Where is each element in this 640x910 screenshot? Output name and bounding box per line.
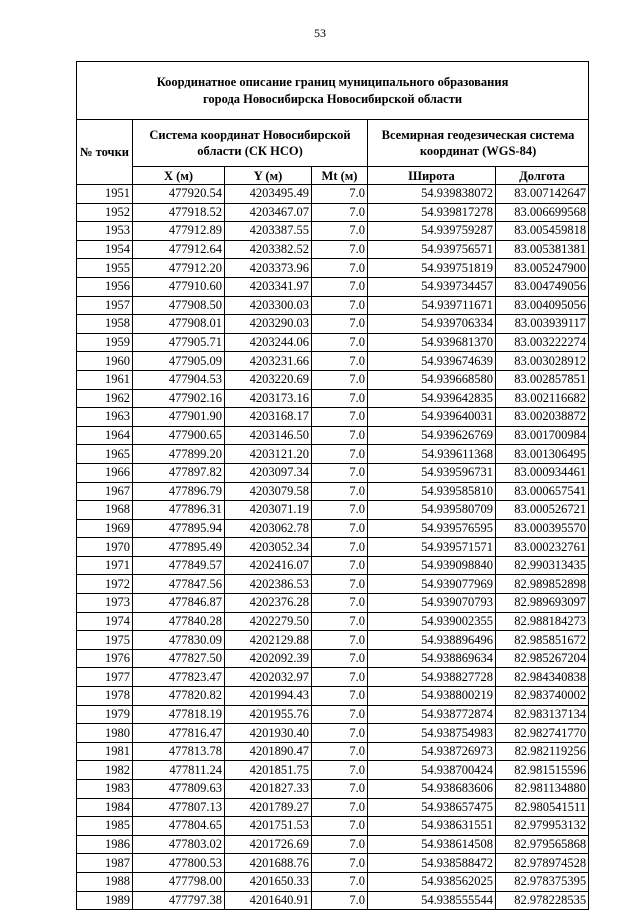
header-longitude: Долгота	[496, 167, 589, 185]
x-cell: 477823.47	[133, 668, 225, 687]
latitude-cell: 54.939759287	[368, 222, 496, 241]
y-cell: 4201751.53	[225, 817, 312, 836]
table-row	[77, 724, 589, 743]
mt-cell: 7.0	[312, 277, 368, 296]
x-cell: 477813.78	[133, 742, 225, 761]
y-cell: 4203062.78	[225, 519, 312, 538]
longitude-cell: 82.988184273	[496, 612, 589, 631]
mt-cell: 7.0	[312, 519, 368, 538]
mt-cell: 7.0	[312, 612, 368, 631]
table-row	[77, 333, 589, 352]
x-cell: 477905.71	[133, 333, 225, 352]
point-number-cell: 1964	[77, 426, 133, 445]
latitude-cell: 54.938896496	[368, 631, 496, 650]
longitude-cell: 83.002116682	[496, 389, 589, 408]
y-cell: 4201851.75	[225, 761, 312, 780]
mt-cell: 7.0	[312, 835, 368, 854]
table-row	[77, 798, 589, 817]
point-number-cell: 1973	[77, 594, 133, 613]
y-cell: 4203071.19	[225, 501, 312, 520]
latitude-cell: 54.939756571	[368, 240, 496, 259]
longitude-cell: 82.978228535	[496, 891, 589, 910]
y-cell: 4201789.27	[225, 798, 312, 817]
x-cell: 477895.49	[133, 538, 225, 557]
latitude-cell: 54.938754983	[368, 724, 496, 743]
x-cell: 477908.50	[133, 296, 225, 315]
longitude-cell: 83.006699568	[496, 203, 589, 222]
table-row	[77, 742, 589, 761]
mt-cell: 7.0	[312, 854, 368, 873]
longitude-cell: 82.978974528	[496, 854, 589, 873]
longitude-cell: 83.004749056	[496, 277, 589, 296]
table-row	[77, 463, 589, 482]
x-cell: 477899.20	[133, 445, 225, 464]
table-row	[77, 705, 589, 724]
longitude-cell: 82.982741770	[496, 724, 589, 743]
header-point-no: № точки	[77, 120, 133, 185]
longitude-cell: 82.989693097	[496, 594, 589, 613]
latitude-cell: 54.939734457	[368, 277, 496, 296]
y-cell: 4202129.88	[225, 631, 312, 650]
mt-cell: 7.0	[312, 445, 368, 464]
table-row	[77, 185, 589, 204]
latitude-cell: 54.939576595	[368, 519, 496, 538]
table-row	[77, 761, 589, 780]
mt-cell: 7.0	[312, 222, 368, 241]
point-number-cell: 1983	[77, 780, 133, 799]
point-number-cell: 1985	[77, 817, 133, 836]
latitude-cell: 54.939626769	[368, 426, 496, 445]
latitude-cell: 54.939571571	[368, 538, 496, 557]
point-number-cell: 1955	[77, 259, 133, 278]
latitude-cell: 54.938700424	[368, 761, 496, 780]
point-number-cell: 1968	[77, 501, 133, 520]
latitude-cell: 54.939580709	[368, 501, 496, 520]
mt-cell: 7.0	[312, 817, 368, 836]
table-row	[77, 612, 589, 631]
mt-cell: 7.0	[312, 631, 368, 650]
table-row	[77, 649, 589, 668]
x-cell: 477896.79	[133, 482, 225, 501]
x-cell: 477912.64	[133, 240, 225, 259]
table-row	[77, 854, 589, 873]
longitude-cell: 83.000232761	[496, 538, 589, 557]
y-cell: 4203341.97	[225, 277, 312, 296]
latitude-cell: 54.939585810	[368, 482, 496, 501]
table-row	[77, 594, 589, 613]
x-cell: 477830.09	[133, 631, 225, 650]
latitude-cell: 54.938588472	[368, 854, 496, 873]
y-cell: 4201726.69	[225, 835, 312, 854]
y-cell: 4201890.47	[225, 742, 312, 761]
y-cell: 4203146.50	[225, 426, 312, 445]
table-title-line1: Координатное описание границ муниципального образования	[156, 74, 509, 89]
mt-cell: 7.0	[312, 426, 368, 445]
point-number-cell: 1989	[77, 891, 133, 910]
latitude-cell: 54.938683606	[368, 780, 496, 799]
point-number-cell: 1975	[77, 631, 133, 650]
longitude-cell: 82.980541511	[496, 798, 589, 817]
longitude-cell: 83.000526721	[496, 501, 589, 520]
header-y: Y (м)	[225, 167, 312, 185]
point-number-cell: 1988	[77, 872, 133, 891]
y-cell: 4203300.03	[225, 296, 312, 315]
table-row	[77, 408, 589, 427]
longitude-cell: 83.000657541	[496, 482, 589, 501]
point-number-cell: 1965	[77, 445, 133, 464]
table-row	[77, 501, 589, 520]
x-cell: 477910.60	[133, 277, 225, 296]
point-number-cell: 1956	[77, 277, 133, 296]
mt-cell: 7.0	[312, 705, 368, 724]
header-x: X (м)	[133, 167, 225, 185]
point-number-cell: 1980	[77, 724, 133, 743]
table-row	[77, 780, 589, 799]
point-number-cell: 1953	[77, 222, 133, 241]
point-number-cell: 1976	[77, 649, 133, 668]
y-cell: 4201994.43	[225, 687, 312, 706]
table-row	[77, 259, 589, 278]
longitude-cell: 82.981515596	[496, 761, 589, 780]
mt-cell: 7.0	[312, 891, 368, 910]
y-cell: 4203290.03	[225, 315, 312, 334]
header-local-system: Система координат Новосибирской области (СК НСО)	[133, 120, 368, 167]
latitude-cell: 54.939640031	[368, 408, 496, 427]
mt-cell: 7.0	[312, 296, 368, 315]
point-number-cell: 1958	[77, 315, 133, 334]
mt-cell: 7.0	[312, 203, 368, 222]
table-row	[77, 835, 589, 854]
y-cell: 4202092.39	[225, 649, 312, 668]
point-number-cell: 1952	[77, 203, 133, 222]
x-cell: 477798.00	[133, 872, 225, 891]
table-row	[77, 575, 589, 594]
point-number-cell: 1979	[77, 705, 133, 724]
x-cell: 477912.20	[133, 259, 225, 278]
latitude-cell: 54.939817278	[368, 203, 496, 222]
x-cell: 477918.52	[133, 203, 225, 222]
x-cell: 477827.50	[133, 649, 225, 668]
y-cell: 4202376.28	[225, 594, 312, 613]
latitude-cell: 54.938562025	[368, 872, 496, 891]
mt-cell: 7.0	[312, 389, 368, 408]
longitude-cell: 83.005459818	[496, 222, 589, 241]
header-mt: Mt (м)	[312, 167, 368, 185]
latitude-cell: 54.939681370	[368, 333, 496, 352]
latitude-cell: 54.938772874	[368, 705, 496, 724]
mt-cell: 7.0	[312, 668, 368, 687]
table-body	[77, 185, 589, 910]
mt-cell: 7.0	[312, 798, 368, 817]
y-cell: 4203495.49	[225, 185, 312, 204]
x-cell: 477849.57	[133, 556, 225, 575]
y-cell: 4202416.07	[225, 556, 312, 575]
longitude-cell: 82.978375395	[496, 872, 589, 891]
header-latitude: Широта	[368, 167, 496, 185]
longitude-cell: 82.979953132	[496, 817, 589, 836]
longitude-cell: 82.989852898	[496, 575, 589, 594]
x-cell: 477804.65	[133, 817, 225, 836]
y-cell: 4201640.91	[225, 891, 312, 910]
latitude-cell: 54.938726973	[368, 742, 496, 761]
point-number-cell: 1978	[77, 687, 133, 706]
table-title-line2: города Новосибирска Новосибирской области	[203, 91, 463, 106]
point-number-cell: 1963	[77, 408, 133, 427]
latitude-cell: 54.939668580	[368, 370, 496, 389]
longitude-cell: 83.002857851	[496, 370, 589, 389]
table-row	[77, 631, 589, 650]
mt-cell: 7.0	[312, 872, 368, 891]
point-number-cell: 1954	[77, 240, 133, 259]
x-cell: 477811.24	[133, 761, 225, 780]
x-cell: 477803.02	[133, 835, 225, 854]
mt-cell: 7.0	[312, 408, 368, 427]
point-number-cell: 1971	[77, 556, 133, 575]
table-row	[77, 538, 589, 557]
x-cell: 477809.63	[133, 780, 225, 799]
latitude-cell: 54.938869634	[368, 649, 496, 668]
x-cell: 477800.53	[133, 854, 225, 873]
x-cell: 477847.56	[133, 575, 225, 594]
longitude-cell: 83.002038872	[496, 408, 589, 427]
x-cell: 477820.82	[133, 687, 225, 706]
x-cell: 477908.01	[133, 315, 225, 334]
x-cell: 477840.28	[133, 612, 225, 631]
point-number-cell: 1960	[77, 352, 133, 371]
x-cell: 477797.38	[133, 891, 225, 910]
longitude-cell: 82.983740002	[496, 687, 589, 706]
mt-cell: 7.0	[312, 501, 368, 520]
point-number-cell: 1982	[77, 761, 133, 780]
y-cell: 4203467.07	[225, 203, 312, 222]
mt-cell: 7.0	[312, 594, 368, 613]
y-cell: 4203121.20	[225, 445, 312, 464]
longitude-cell: 82.983137134	[496, 705, 589, 724]
longitude-cell: 83.001700984	[496, 426, 589, 445]
longitude-cell: 83.003939117	[496, 315, 589, 334]
longitude-cell: 83.005247900	[496, 259, 589, 278]
y-cell: 4203387.55	[225, 222, 312, 241]
longitude-cell: 82.979565868	[496, 835, 589, 854]
point-number-cell: 1957	[77, 296, 133, 315]
latitude-cell: 54.939706334	[368, 315, 496, 334]
x-cell: 477895.94	[133, 519, 225, 538]
header-wgs-system: Всемирная геодезическая система координат (WGS-84)	[368, 120, 589, 167]
mt-cell: 7.0	[312, 185, 368, 204]
mt-cell: 7.0	[312, 742, 368, 761]
table-row	[77, 687, 589, 706]
x-cell: 477905.09	[133, 352, 225, 371]
point-number-cell: 1962	[77, 389, 133, 408]
y-cell: 4203231.66	[225, 352, 312, 371]
longitude-cell: 82.982119256	[496, 742, 589, 761]
y-cell: 4203173.16	[225, 389, 312, 408]
longitude-cell: 83.003028912	[496, 352, 589, 371]
table-row	[77, 240, 589, 259]
latitude-cell: 54.939596731	[368, 463, 496, 482]
longitude-cell: 82.990313435	[496, 556, 589, 575]
y-cell: 4201650.33	[225, 872, 312, 891]
latitude-cell: 54.938657475	[368, 798, 496, 817]
table-row	[77, 426, 589, 445]
x-cell: 477897.82	[133, 463, 225, 482]
y-cell: 4202032.97	[225, 668, 312, 687]
longitude-cell: 82.985267204	[496, 649, 589, 668]
mt-cell: 7.0	[312, 463, 368, 482]
latitude-cell: 54.939611368	[368, 445, 496, 464]
y-cell: 4201955.76	[225, 705, 312, 724]
y-cell: 4201688.76	[225, 854, 312, 873]
latitude-cell: 54.939711671	[368, 296, 496, 315]
table-row	[77, 891, 589, 910]
longitude-cell: 83.003222274	[496, 333, 589, 352]
longitude-cell: 83.005381381	[496, 240, 589, 259]
latitude-cell: 54.938614508	[368, 835, 496, 854]
y-cell: 4203244.06	[225, 333, 312, 352]
point-number-cell: 1970	[77, 538, 133, 557]
point-number-cell: 1961	[77, 370, 133, 389]
point-number-cell: 1984	[77, 798, 133, 817]
latitude-cell: 54.939674639	[368, 352, 496, 371]
x-cell: 477807.13	[133, 798, 225, 817]
table-title	[77, 62, 589, 120]
y-cell: 4203168.17	[225, 408, 312, 427]
point-number-cell: 1951	[77, 185, 133, 204]
mt-cell: 7.0	[312, 649, 368, 668]
x-cell: 477846.87	[133, 594, 225, 613]
y-cell: 4203097.34	[225, 463, 312, 482]
point-number-cell: 1967	[77, 482, 133, 501]
mt-cell: 7.0	[312, 724, 368, 743]
y-cell: 4203052.34	[225, 538, 312, 557]
latitude-cell: 54.939838072	[368, 185, 496, 204]
y-cell: 4203220.69	[225, 370, 312, 389]
x-cell: 477901.90	[133, 408, 225, 427]
latitude-cell: 54.938631551	[368, 817, 496, 836]
latitude-cell: 54.938555544	[368, 891, 496, 910]
longitude-cell: 83.000395570	[496, 519, 589, 538]
mt-cell: 7.0	[312, 370, 368, 389]
point-number-cell: 1987	[77, 854, 133, 873]
y-cell: 4202279.50	[225, 612, 312, 631]
mt-cell: 7.0	[312, 538, 368, 557]
table-row	[77, 817, 589, 836]
longitude-cell: 82.984340838	[496, 668, 589, 687]
x-cell: 477904.53	[133, 370, 225, 389]
mt-cell: 7.0	[312, 333, 368, 352]
mt-cell: 7.0	[312, 575, 368, 594]
table-row	[77, 389, 589, 408]
mt-cell: 7.0	[312, 556, 368, 575]
point-number-cell: 1969	[77, 519, 133, 538]
x-cell: 477902.16	[133, 389, 225, 408]
latitude-cell: 54.938827728	[368, 668, 496, 687]
mt-cell: 7.0	[312, 352, 368, 371]
point-number-cell: 1986	[77, 835, 133, 854]
y-cell: 4203079.58	[225, 482, 312, 501]
x-cell: 477920.54	[133, 185, 225, 204]
point-number-cell: 1972	[77, 575, 133, 594]
point-number-cell: 1977	[77, 668, 133, 687]
mt-cell: 7.0	[312, 482, 368, 501]
table-row	[77, 370, 589, 389]
table-row	[77, 482, 589, 501]
mt-cell: 7.0	[312, 780, 368, 799]
table-row	[77, 222, 589, 241]
table-row	[77, 519, 589, 538]
point-number-cell: 1959	[77, 333, 133, 352]
table-row	[77, 668, 589, 687]
table-row	[77, 352, 589, 371]
point-number-cell: 1981	[77, 742, 133, 761]
longitude-cell: 82.981134880	[496, 780, 589, 799]
table-row	[77, 315, 589, 334]
x-cell: 477900.65	[133, 426, 225, 445]
mt-cell: 7.0	[312, 259, 368, 278]
y-cell: 4201827.33	[225, 780, 312, 799]
x-cell: 477912.89	[133, 222, 225, 241]
mt-cell: 7.0	[312, 761, 368, 780]
mt-cell: 7.0	[312, 687, 368, 706]
longitude-cell: 83.007142647	[496, 185, 589, 204]
longitude-cell: 83.000934461	[496, 463, 589, 482]
longitude-cell: 83.004095056	[496, 296, 589, 315]
coordinates-table	[76, 61, 589, 910]
table-row	[77, 872, 589, 891]
longitude-cell: 82.985851672	[496, 631, 589, 650]
table-row	[77, 556, 589, 575]
table-row	[77, 203, 589, 222]
mt-cell: 7.0	[312, 315, 368, 334]
y-cell: 4203373.96	[225, 259, 312, 278]
mt-cell: 7.0	[312, 240, 368, 259]
y-cell: 4201930.40	[225, 724, 312, 743]
point-number-cell: 1966	[77, 463, 133, 482]
latitude-cell: 54.939751819	[368, 259, 496, 278]
longitude-cell: 83.001306495	[496, 445, 589, 464]
x-cell: 477818.19	[133, 705, 225, 724]
latitude-cell: 54.939642835	[368, 389, 496, 408]
x-cell: 477816.47	[133, 724, 225, 743]
point-number-cell: 1974	[77, 612, 133, 631]
table-row	[77, 296, 589, 315]
table-row	[77, 277, 589, 296]
latitude-cell: 54.939002355	[368, 612, 496, 631]
latitude-cell: 54.938800219	[368, 687, 496, 706]
page-number: 53	[314, 26, 326, 40]
y-cell: 4202386.53	[225, 575, 312, 594]
table-row	[77, 445, 589, 464]
latitude-cell: 54.939070793	[368, 594, 496, 613]
latitude-cell: 54.939077969	[368, 575, 496, 594]
x-cell: 477896.31	[133, 501, 225, 520]
y-cell: 4203382.52	[225, 240, 312, 259]
latitude-cell: 54.939098840	[368, 556, 496, 575]
